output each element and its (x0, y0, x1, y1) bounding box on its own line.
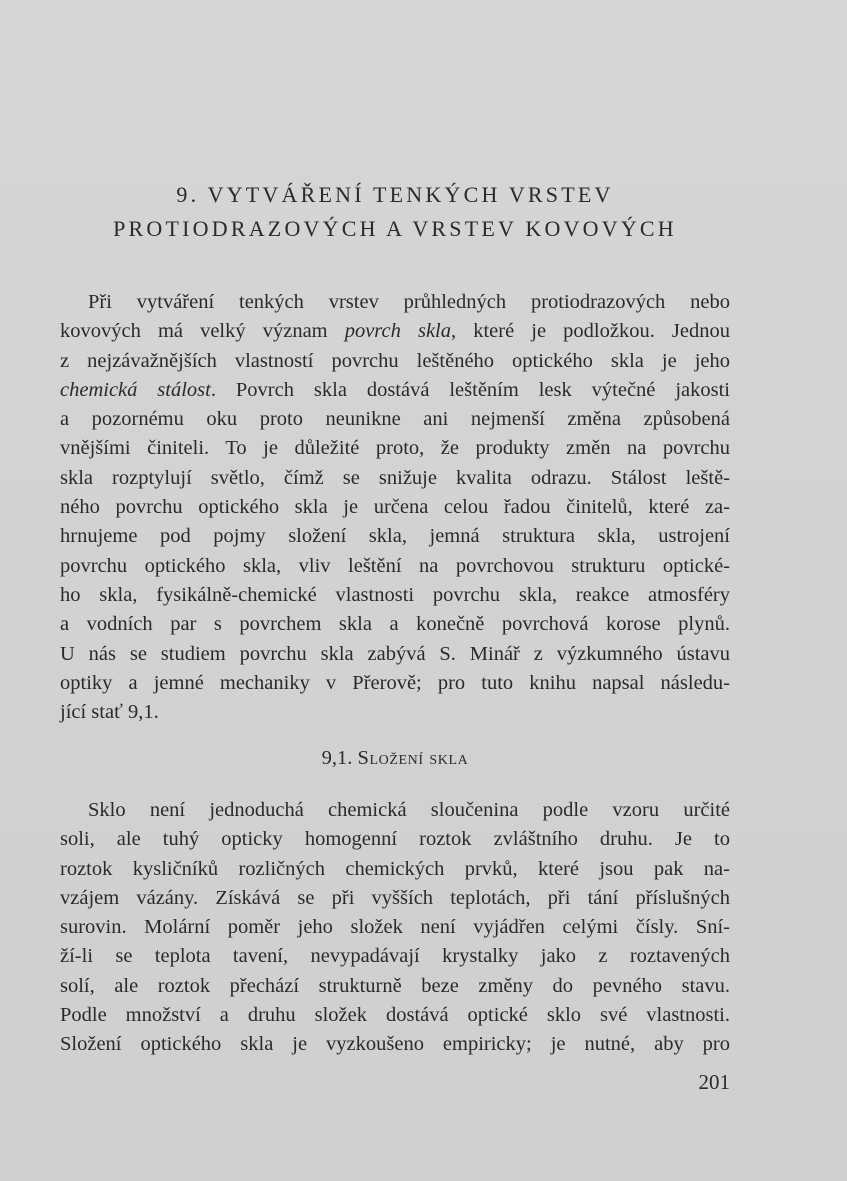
paragraph-line: jící stať 9,1. (60, 701, 159, 724)
paragraph-line: vzájem vázány. Získává se při vyšších teplotách, při tání příslušných (60, 886, 730, 909)
emphasis-text: chemická stálost (60, 378, 211, 401)
paragraph-line: Při vytváření tenkých vrstev průhledných protiodrazových nebo (88, 291, 730, 313)
paragraph-line: optiky a jemné mechaniky v Přerově; pro tuto knihu napsal následu- (60, 671, 730, 694)
paragraph-line: soli, ale tuhý opticky homogenní roztok zvláštního druhu. Je to (60, 828, 730, 851)
chapter-title-line-2: PROTIODRAZOVÝCH A VRSTEV KOVOVÝCH (113, 216, 677, 241)
paragraph-line: Sklo není jednoduchá chemická sloučenina podle vzoru určité (88, 799, 730, 821)
paragraph-line: vnějšími činiteli. To je důležité proto, že produkty změn na povrchu (60, 437, 730, 460)
section-number: 9,1. (321, 747, 353, 769)
paragraph-line: roztok kysličníků rozličných chemických prvků, které jsou pak na- (60, 857, 730, 880)
page-number: 201 (698, 1070, 730, 1094)
paragraph-line: Podle množství a druhu složek dostává optické sklo své vlastnosti. (60, 1004, 730, 1027)
paragraph-line: povrchu optického skla, vliv leštění na povrchovou strukturu optické- (60, 554, 730, 577)
intro-paragraph (60, 288, 730, 727)
section-paragraph (60, 796, 730, 1060)
paragraph-line: skla rozptylují světlo, čímž se snižuje kvalita odrazu. Stálost leště- (60, 466, 730, 489)
emphasis-text: povrch skla (344, 320, 451, 343)
paragraph-line: Složení optického skla je vyzkoušeno empiricky; je nutné, aby pro (60, 1033, 730, 1056)
paragraph-line: a vodních par s povrchem skla a konečně povrchová korose plynů. (60, 613, 730, 636)
paragraph-line: z nejzávažnějších vlastností povrchu leštěného optického skla je jeho (60, 349, 730, 372)
paragraph-line: solí, ale roztok přechází strukturně beze změny do pevného stavu. (60, 974, 730, 997)
paragraph-line: surovin. Molární poměr jeho složek není vyjádřen celými čísly. Sní- (60, 916, 730, 939)
section-heading (60, 744, 730, 773)
paragraph-line: chemická stálost. Povrch skla dostává leštěním lesk výtečné jakosti (60, 378, 730, 401)
chapter-title-line-1: 9. VYTVÁŘENÍ TENKÝCH VRSTEV (176, 182, 614, 207)
paragraph-line: ží-li se teplota tavení, nevypadávají krystalky jako z roztavených (60, 945, 730, 968)
paragraph-line: ho skla, fysikálně-chemické vlastnosti povrchu skla, reakce atmosféry (60, 583, 730, 606)
paragraph-line: a pozornému oku proto neunikne ani nejmenší změna způsobená (60, 408, 730, 431)
paragraph-line: hrnujeme pod pojmy složení skla, jemná struktura skla, ustrojení (60, 525, 730, 548)
paragraph-line: kovových má velký význam povrch skla, které je podložkou. Jednou (60, 320, 730, 343)
paragraph-line: ného povrchu optického skla je určena celou řadou činitelů, které za- (60, 496, 730, 519)
paragraph-line: U nás se studiem povrchu skla zabývá S. Minář z výzkumného ústavu (60, 642, 730, 665)
section-title: Složení skla (357, 747, 469, 769)
